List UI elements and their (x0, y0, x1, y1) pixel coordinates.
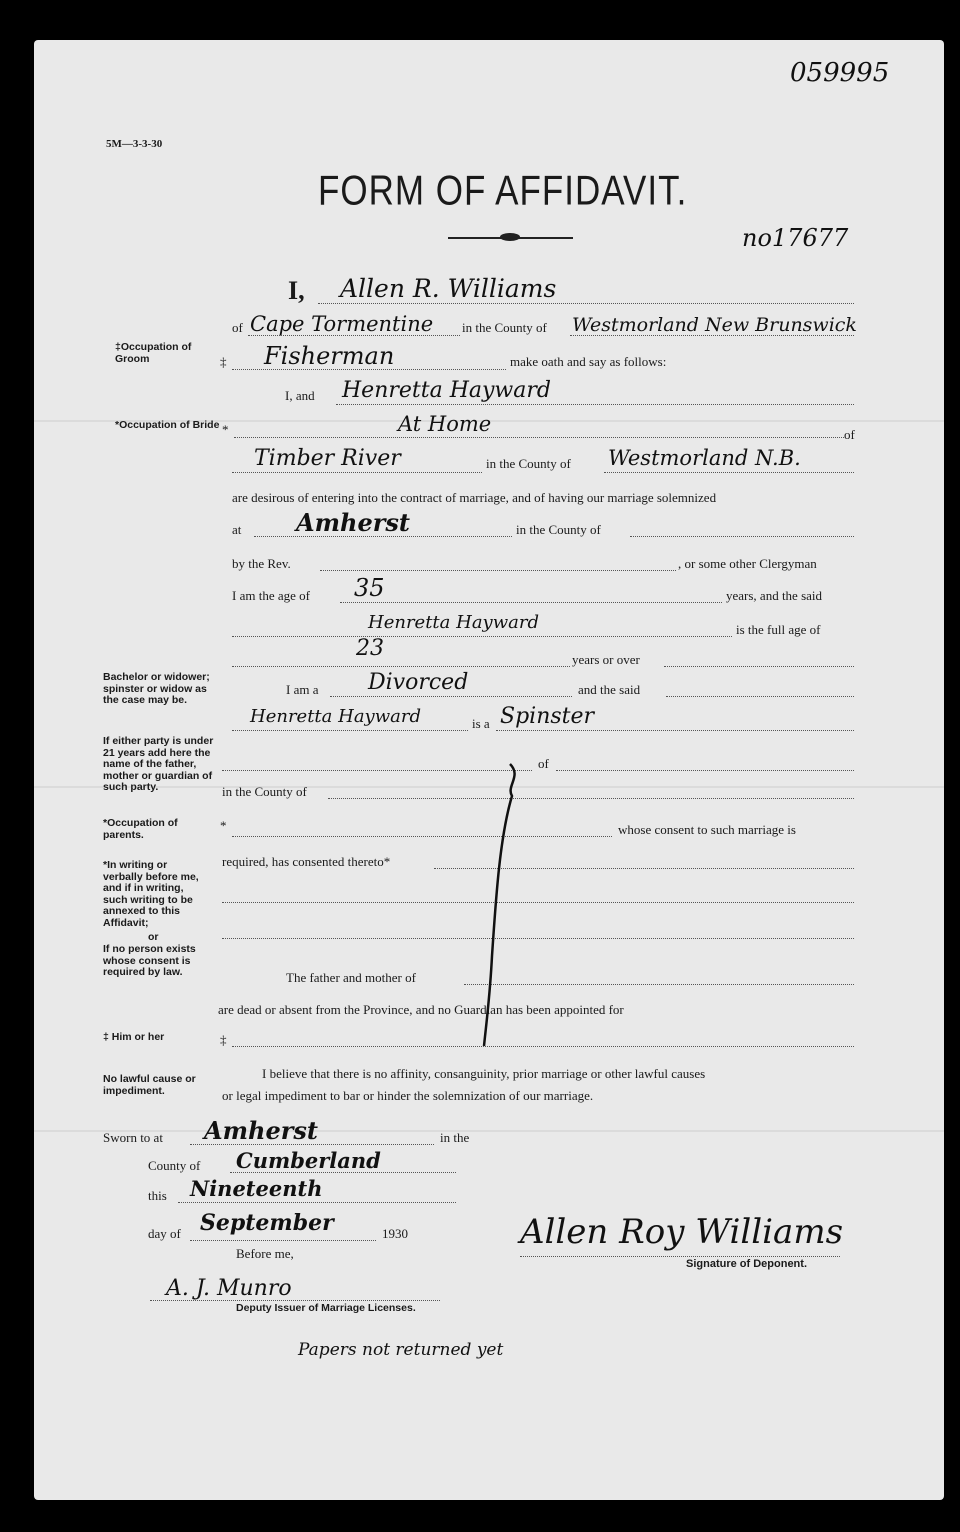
handwritten-note: Papers not returned yet (298, 1340, 504, 1360)
of-label: of (232, 320, 243, 335)
day-of: day of (148, 1226, 181, 1241)
believe-line-1: I believe that there is no affinity, consanguinity, prior marriage or other lawful causes (262, 1066, 706, 1081)
stamp-number: 059995 (790, 58, 890, 88)
groom-age: 35 (354, 574, 385, 602)
bride-name: Henretta Hayward (342, 378, 551, 403)
age-label: I am the age of (232, 588, 310, 603)
required-text: required, has consented thereto* (222, 854, 391, 869)
groom-name: Allen R. Williams (340, 274, 557, 303)
in-the-county-of: in the County of (222, 784, 307, 799)
line (232, 636, 732, 637)
line (318, 303, 854, 304)
side-in-writing: *In writing or verbally before me, and if in writing, such writing to be annexed to this Affidavit; (103, 859, 199, 929)
dagger-mark: ‡ (220, 354, 227, 369)
of-label: of (844, 427, 855, 442)
line (230, 1172, 456, 1173)
line (150, 1300, 440, 1301)
bride-name-2: Henretta Hayward (368, 612, 539, 633)
county-of-2: County of (148, 1158, 201, 1173)
is-a: is a (472, 716, 490, 731)
dagger-mark: ‡ (220, 1032, 227, 1047)
star-mark: * (220, 818, 227, 833)
bride-occupation: At Home (398, 412, 492, 436)
title-ornament (500, 233, 520, 241)
desirous-text: are desirous of entering into the contract of marriage, and of having our marriage solemnized (232, 490, 717, 505)
year: 1930 (382, 1226, 408, 1241)
line (520, 1256, 840, 1257)
make-oath: make oath and say as follows: (510, 354, 667, 369)
issuer-label: Deputy Issuer of Marriage Licenses. (236, 1302, 416, 1314)
father-mother: The father and mother of (286, 970, 416, 985)
line (340, 602, 722, 603)
sworn-place: Amherst (204, 1116, 318, 1145)
line (496, 730, 854, 731)
and-the-said: and the said (578, 682, 641, 697)
groom-status: Divorced (368, 670, 469, 695)
full-age-of: is the full age of (736, 622, 821, 637)
bride-place: Timber River (254, 446, 401, 471)
line (222, 902, 854, 903)
line (248, 335, 460, 336)
line (556, 770, 854, 771)
side-or: or (148, 931, 159, 943)
side-no-person: If no person exists whose consent is required by law. (103, 943, 196, 978)
line (178, 1202, 456, 1203)
other-clergyman: , or some other Clergyman (678, 556, 817, 571)
line (190, 1144, 434, 1145)
line (604, 472, 854, 473)
i-am-a: I am a (286, 682, 319, 697)
line (234, 437, 844, 438)
pronoun-i: I, (288, 276, 305, 305)
line (320, 570, 676, 571)
bride-age: 23 (356, 636, 384, 661)
sworn-county: Cumberland (236, 1148, 381, 1173)
file-number: no17677 (742, 224, 849, 252)
side-him-or-her: ‡ Him or her (103, 1031, 165, 1043)
line (330, 696, 572, 697)
deponent-signature: Allen Roy Williams (520, 1212, 844, 1252)
line (570, 335, 854, 336)
side-occ-groom: ‡Occupation of Groom (115, 341, 192, 365)
star-mark: * (222, 422, 229, 437)
page-title: FORM OF AFFIDAVIT. (318, 168, 688, 215)
believe-line-2: or legal impediment to bar or hinder the solemnization of our marriage. (222, 1088, 594, 1103)
groom-occupation: Fisherman (264, 342, 395, 370)
signature-label: Signature of Deponent. (686, 1258, 807, 1270)
bride-status: Spinster (500, 704, 595, 729)
in-county-of: in the County of (516, 522, 601, 537)
sworn-to-at: Sworn to at (103, 1130, 163, 1145)
side-bachelor: Bachelor or widower; spinster or widow as the case may be. (103, 671, 210, 706)
this-label: this (148, 1188, 167, 1203)
issuer-signature: A. J. Munro (166, 1276, 292, 1301)
line (232, 836, 612, 837)
line (666, 696, 854, 697)
form-code: 5M—3-3-30 (106, 138, 163, 150)
side-occ-bride: *Occupation of Bride (115, 419, 220, 431)
before-me: Before me, (236, 1246, 294, 1261)
line (232, 472, 482, 473)
line (254, 536, 512, 537)
groom-place: Cape Tormentine (250, 312, 434, 336)
side-no-lawful: No lawful cause or impediment. (103, 1073, 196, 1097)
side-either-party: If either party is under 21 years add here the name of the father, mother or guardian of such party. (103, 735, 214, 793)
of-2: of (538, 756, 549, 771)
line (222, 938, 854, 939)
line (232, 666, 570, 667)
in-the: in the (440, 1130, 470, 1145)
bride-county: Westmorland N.B. (608, 446, 801, 470)
sworn-day: Nineteenth (190, 1176, 323, 1201)
years-said: years, and the said (726, 588, 823, 603)
line (232, 369, 506, 370)
line (232, 1046, 854, 1047)
bride-name-3: Henretta Hayward (250, 706, 421, 727)
sworn-month: September (200, 1210, 334, 1236)
line (336, 404, 854, 405)
line (232, 730, 468, 731)
side-occ-parents: *Occupation of parents. (103, 817, 178, 841)
bracket-stroke (470, 756, 530, 1056)
i-and: I, and (285, 388, 315, 403)
fold-line (34, 1130, 944, 1132)
dead-absent: are dead or absent from the Province, and no Guardian has been appointed for (218, 1002, 624, 1017)
years-or-over: years or over (572, 652, 640, 667)
line (664, 666, 854, 667)
line (328, 798, 854, 799)
at-label: at (232, 522, 242, 537)
line (190, 1240, 376, 1241)
county-label: in the County of (486, 456, 571, 471)
line (630, 536, 854, 537)
groom-county: Westmorland New Brunswick (572, 314, 857, 336)
by-rev: by the Rev. (232, 556, 291, 571)
county-label: in the County of (462, 320, 547, 335)
whose-consent: whose consent to such marriage is (618, 822, 796, 837)
marriage-place: Amherst (296, 508, 410, 537)
